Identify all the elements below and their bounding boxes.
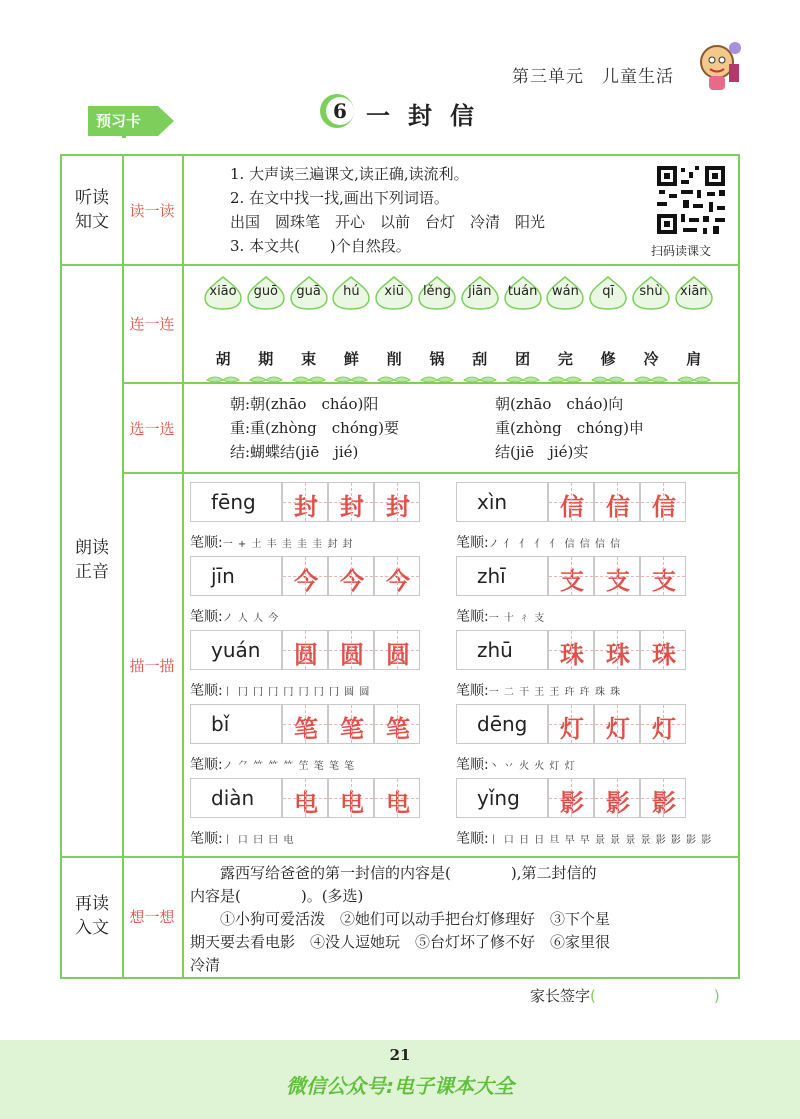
leaf-icon: [633, 376, 669, 384]
stroke-sequence: ノ 亻 亻 亻 亻 信 信 信 信: [488, 539, 622, 550]
leaf-icon: [248, 376, 284, 384]
character-text: 锅: [429, 350, 445, 368]
stroke-label: 笔顺:: [456, 535, 489, 551]
trace-char: 灯: [560, 714, 584, 743]
read-line-1: 1. 大声读三遍课文,读正确,读流利。: [230, 165, 469, 183]
character-text: 完: [557, 350, 573, 368]
stroke-sequence: 丨 口 曰 曰 电: [222, 835, 295, 846]
stroke-order: [190, 532, 354, 552]
character-leaf[interactable]: [333, 348, 369, 376]
trace-char: 封: [386, 492, 410, 521]
trace-char: 支: [560, 566, 584, 595]
trace-char: 封: [294, 492, 318, 521]
trace-box[interactable]: [640, 778, 686, 818]
character-leaf[interactable]: [248, 348, 284, 376]
stroke-sequence: 丨 口 日 日 旦 早 早 景 景 景 景 影 影 影 影: [488, 835, 713, 846]
character-leaf[interactable]: [633, 348, 669, 376]
section-label: 再读 入文: [75, 894, 109, 938]
pinyin-box: [190, 482, 282, 522]
pinyin-drop[interactable]: [503, 276, 543, 310]
trace-box[interactable]: [282, 630, 328, 670]
trace-char: 信: [606, 492, 630, 521]
activity-think: 想一想: [129, 908, 175, 926]
leaf-icon: [505, 376, 541, 384]
character-text: 肩: [686, 350, 702, 368]
choose-left-3: 结:蝴蝶结(jiē jié): [230, 443, 359, 461]
pinyin-drop[interactable]: [417, 276, 457, 310]
trace-box[interactable]: [374, 482, 420, 522]
trace-box[interactable]: [328, 630, 374, 670]
pinyin-box: [456, 704, 548, 744]
section-label: 朗读 正音: [75, 538, 109, 582]
trace-box[interactable]: [328, 482, 374, 522]
choose-left-2: 重:重(zhòng chóng)要: [230, 419, 399, 437]
trace-box[interactable]: [374, 630, 420, 670]
trace-box[interactable]: [328, 778, 374, 818]
trace-char: 信: [652, 492, 676, 521]
activity-connect: 连一连: [129, 315, 175, 333]
character-leaf[interactable]: [462, 348, 498, 376]
activity-choose: 选一选: [129, 420, 175, 438]
character-leaf[interactable]: [590, 348, 626, 376]
section-label: 听读 知文: [75, 188, 109, 232]
stroke-order: [190, 828, 294, 848]
character-text: 冷: [643, 350, 659, 368]
divider: [60, 264, 740, 266]
character-leaf[interactable]: [505, 348, 541, 376]
stroke-order: [456, 606, 545, 626]
leaf-icon: [333, 376, 369, 384]
character-text: 刮: [472, 350, 488, 368]
pinyin-box: [456, 778, 548, 818]
character-leaf[interactable]: [376, 348, 412, 376]
wechat-banner: 微信公众号:电子课本大全: [286, 1074, 514, 1098]
trace-box[interactable]: [374, 704, 420, 744]
trace-box[interactable]: [640, 556, 686, 596]
character-leaf[interactable]: [676, 348, 712, 376]
pinyin-text: guō: [253, 284, 279, 299]
trace-char: 圆: [294, 640, 318, 669]
trace-box[interactable]: [594, 778, 640, 818]
character-text: 期: [258, 350, 274, 368]
character-text: 修: [600, 350, 616, 368]
qr-caption: 扫码读课文: [651, 244, 712, 258]
trace-char: 笔: [386, 714, 410, 743]
stroke-label: 笔顺:: [190, 683, 223, 699]
pinyin-box: [456, 482, 548, 522]
pinyin-box: [190, 704, 282, 744]
pinyin-drop[interactable]: [331, 276, 371, 310]
trace-char: 灯: [606, 714, 630, 743]
stroke-order: [190, 680, 370, 700]
pinyin-text: xiān: [680, 284, 708, 299]
page-number: 21: [389, 1046, 411, 1064]
leaf-icon: [376, 376, 412, 384]
read-line-3: 3. 本文共( )个自然段。: [230, 237, 411, 255]
trace-box[interactable]: [328, 704, 374, 744]
trace-box[interactable]: [548, 482, 594, 522]
trace-box[interactable]: [548, 556, 594, 596]
stroke-label: 笔顺:: [456, 683, 489, 699]
trace-box[interactable]: [282, 556, 328, 596]
choose-right-1: 朝(zhāo cháo)向: [495, 395, 624, 413]
trace-char: 电: [340, 788, 364, 817]
trace-pinyin: yuán: [211, 638, 261, 662]
pinyin-drop[interactable]: [289, 276, 329, 310]
choose-left-1: 朝:朝(zhāo cháo)阳: [230, 395, 379, 413]
stroke-order: [456, 828, 712, 848]
pinyin-drop[interactable]: [246, 276, 286, 310]
trace-box[interactable]: [594, 482, 640, 522]
pinyin-text: hú: [343, 284, 360, 299]
think-line-5: 冷清: [190, 956, 221, 974]
pinyin-drop[interactable]: [545, 276, 585, 310]
trace-char: 今: [340, 566, 364, 595]
pinyin-box: [190, 630, 282, 670]
trace-char: 信: [560, 492, 584, 521]
qr-code-icon[interactable]: [655, 164, 727, 236]
pinyin-drop[interactable]: [588, 276, 628, 310]
trace-box[interactable]: [640, 482, 686, 522]
stroke-label: 笔顺:: [190, 757, 223, 773]
stroke-sequence: 一 十 ㄔ 支: [488, 613, 546, 624]
stroke-sequence: 一 + 土 丰 圭 圭 圭 封 封: [222, 539, 354, 550]
signature-open: (: [590, 987, 596, 1005]
character-text: 胡: [215, 350, 231, 368]
read-words: 出国 圆珠笔 开心 以前 台灯 冷清 阳光: [230, 213, 546, 231]
trace-pinyin: diàn: [211, 786, 255, 810]
trace-char: 今: [386, 566, 410, 595]
stroke-label: 笔顺:: [190, 609, 223, 625]
activity-read: 读一读: [129, 202, 175, 220]
pinyin-box: [190, 556, 282, 596]
pinyin-drop[interactable]: [203, 276, 243, 310]
trace-box[interactable]: [374, 778, 420, 818]
pinyin-text: guā: [296, 284, 321, 299]
stroke-label: 笔顺:: [190, 831, 223, 847]
trace-box[interactable]: [594, 704, 640, 744]
trace-pinyin: zhī: [477, 564, 506, 588]
character-text: 鲜: [343, 350, 359, 368]
character-text: 团: [515, 350, 531, 368]
trace-char: 珠: [652, 640, 676, 669]
trace-char: 圆: [340, 640, 364, 669]
stroke-label: 笔顺:: [456, 757, 489, 773]
signature-label: 家长签字: [530, 987, 591, 1005]
divider: [122, 472, 740, 474]
trace-box[interactable]: [594, 556, 640, 596]
pinyin-text: tuán: [507, 284, 538, 299]
pinyin-text: jiān: [468, 284, 492, 299]
trace-pinyin: xìn: [477, 490, 508, 514]
stroke-sequence: ノ ⺈ ⺮ ⺮ ⺮ 笁 笔 笔 笔: [222, 761, 356, 772]
leaf-icon: [676, 376, 712, 384]
lesson-title: 一封信: [366, 101, 492, 130]
activity-trace: 描一描: [129, 657, 175, 675]
trace-pinyin: fēng: [211, 490, 256, 514]
trace-pinyin: jīn: [211, 564, 235, 588]
leaf-icon: [419, 376, 455, 384]
trace-box[interactable]: [282, 482, 328, 522]
trace-char: 灯: [652, 714, 676, 743]
trace-char: 笔: [340, 714, 364, 743]
leaf-icon: [205, 376, 241, 384]
leaf-icon: [462, 376, 498, 384]
character-leaf[interactable]: [547, 348, 583, 376]
think-line-2: 内容是( )。(多选): [190, 887, 364, 905]
pinyin-text: wán: [551, 284, 579, 299]
character-text: 束: [301, 350, 317, 368]
trace-char: 电: [386, 788, 410, 817]
lesson-number: 6: [326, 97, 354, 125]
think-line-1: 露西写给爸爸的第一封信的内容是( ),第二封信的: [190, 864, 597, 882]
stroke-order: [456, 532, 621, 552]
stroke-sequence: 丶 丷 火 火 灯 灯: [488, 761, 576, 772]
stroke-order: [456, 680, 621, 700]
pinyin-drop[interactable]: [460, 276, 500, 310]
trace-box[interactable]: [548, 778, 594, 818]
divider: [60, 856, 740, 858]
trace-box[interactable]: [640, 630, 686, 670]
stroke-label: 笔顺:: [456, 831, 489, 847]
trace-pinyin: bǐ: [211, 712, 230, 736]
trace-char: 电: [294, 788, 318, 817]
trace-box[interactable]: [328, 556, 374, 596]
trace-char: 圆: [386, 640, 410, 669]
trace-pinyin: zhū: [477, 638, 513, 662]
character-text: 削: [386, 350, 402, 368]
trace-char: 珠: [560, 640, 584, 669]
trace-box[interactable]: [374, 556, 420, 596]
trace-box[interactable]: [282, 778, 328, 818]
character-leaf[interactable]: [205, 348, 241, 376]
trace-box[interactable]: [548, 704, 594, 744]
pinyin-text: qī: [602, 284, 615, 299]
stroke-order: [190, 606, 279, 626]
trace-char: 支: [652, 566, 676, 595]
stroke-sequence: 丨 冂 冂 冂 冂 冂 冂 冂 圆 圆: [222, 687, 371, 698]
stroke-order: [456, 754, 576, 774]
choose-right-2: 重(zhòng chóng)申: [495, 419, 644, 437]
trace-box[interactable]: [594, 630, 640, 670]
signature-close: ): [713, 987, 720, 1005]
trace-char: 影: [560, 788, 584, 817]
tag-label: 预习卡: [96, 112, 142, 130]
trace-char: 影: [606, 788, 630, 817]
pinyin-text: xiū: [384, 284, 404, 299]
trace-char: 珠: [606, 640, 630, 669]
pinyin-box: [456, 630, 548, 670]
leaf-icon: [291, 376, 327, 384]
trace-char: 支: [606, 566, 630, 595]
stroke-order: [190, 754, 355, 774]
stroke-label: 笔顺:: [190, 535, 223, 551]
pinyin-text: shù: [639, 284, 663, 299]
trace-char: 笔: [294, 714, 318, 743]
stroke-sequence: 一 二 干 王 王 玝 玝 珠 珠: [488, 687, 622, 698]
trace-pinyin: dēng: [477, 712, 528, 736]
character-leaf[interactable]: [419, 348, 455, 376]
pinyin-text: lěng: [422, 284, 452, 299]
pinyin-drop[interactable]: [374, 276, 414, 310]
pinyin-drop[interactable]: [674, 276, 714, 310]
trace-box[interactable]: [282, 704, 328, 744]
trace-char: 今: [294, 566, 318, 595]
choose-right-3: 结(jiē jié)实: [495, 443, 589, 461]
trace-char: 影: [652, 788, 676, 817]
pinyin-box: [456, 556, 548, 596]
trace-pinyin: yǐng: [477, 786, 520, 810]
trace-char: 封: [340, 492, 364, 521]
read-line-2: 2. 在文中找一找,画出下列词语。: [230, 189, 449, 207]
stroke-label: 笔顺:: [456, 609, 489, 625]
pinyin-text: xiāo: [209, 284, 237, 299]
trace-box[interactable]: [548, 630, 594, 670]
pinyin-box: [190, 778, 282, 818]
unit-title: 第三单元 儿童生活: [512, 67, 674, 87]
think-line-4: 期天要去看电影 ④没人逗她玩 ⑤台灯坏了修不好 ⑥家里很: [190, 933, 611, 951]
parent-signature[interactable]: [530, 985, 720, 1006]
character-leaf[interactable]: [291, 348, 327, 376]
leaf-icon: [547, 376, 583, 384]
stroke-sequence: ノ 人 人 今: [222, 613, 280, 624]
trace-box[interactable]: [640, 704, 686, 744]
think-line-3: ①小狗可爱活泼 ②她们可以动手把台灯修理好 ③下个星: [190, 910, 611, 928]
mascot-icon: [695, 38, 745, 98]
leaf-icon: [590, 376, 626, 384]
pinyin-drop[interactable]: [631, 276, 671, 310]
